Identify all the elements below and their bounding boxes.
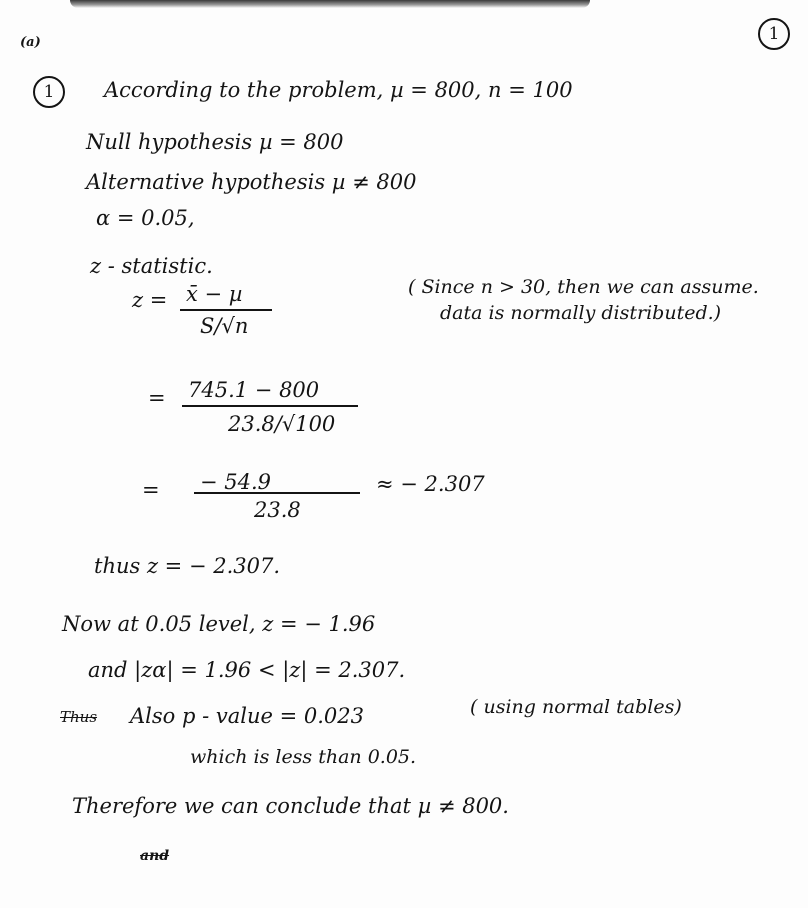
normal-tables-note: ( using normal tables) [470,696,682,718]
null-hypothesis: Null hypothesis µ = 800 [86,130,344,154]
conclusion-line: Therefore we can conclude that µ ≠ 800. [72,794,509,818]
corner-mark: (a) [20,35,41,50]
alternative-hypothesis: Alternative hypothesis µ ≠ 800 [86,170,417,194]
simplified-numerator: − 54.9 [200,470,272,494]
assumption-note-line1: ( Since n > 30, then we can assume. [408,276,759,298]
alpha-line: α = 0.05, [96,206,195,230]
page-number-circle [758,18,790,50]
z-formula-lhs: z = [132,288,168,312]
simplified-fraction-bar [194,492,360,494]
page-edge-shadow [70,0,590,8]
crossed-word-and: and [140,848,170,864]
z-formula-denominator: S/√n [200,314,249,338]
equals-sign-2: = [142,478,160,502]
critical-value-line: Now at 0.05 level, z = − 1.96 [62,612,376,636]
crossed-word-thus: Thus [60,708,98,726]
simplified-denominator: 23.8 [254,498,301,522]
question-number-circle [33,76,65,108]
z-result: thus z = − 2.307. [94,554,281,578]
substitution-fraction-bar [182,405,358,407]
substitution-denominator: 23.8/√100 [228,412,336,436]
substitution-numerator: 745.1 − 800 [188,378,320,402]
equals-sign-1: = [148,386,166,410]
z-statistic-heading: z - statistic. [90,254,213,278]
z-formula-fraction-bar [180,309,272,311]
comparison-line: and |zα| = 1.96 < |z| = 2.307. [88,658,406,682]
p-value-comparison: which is less than 0.05. [190,746,417,768]
page-number: 1 [768,24,780,44]
p-value-line: Also p - value = 0.023 [130,704,364,728]
given-line: According to the problem, µ = 800, n = 100 [104,78,573,102]
assumption-note-line2: data is normally distributed.) [440,302,722,324]
z-formula-numerator: x̄ − µ [186,282,243,306]
approximate-result: ≈ − 2.307 [376,472,485,496]
question-number: 1 [43,82,55,102]
